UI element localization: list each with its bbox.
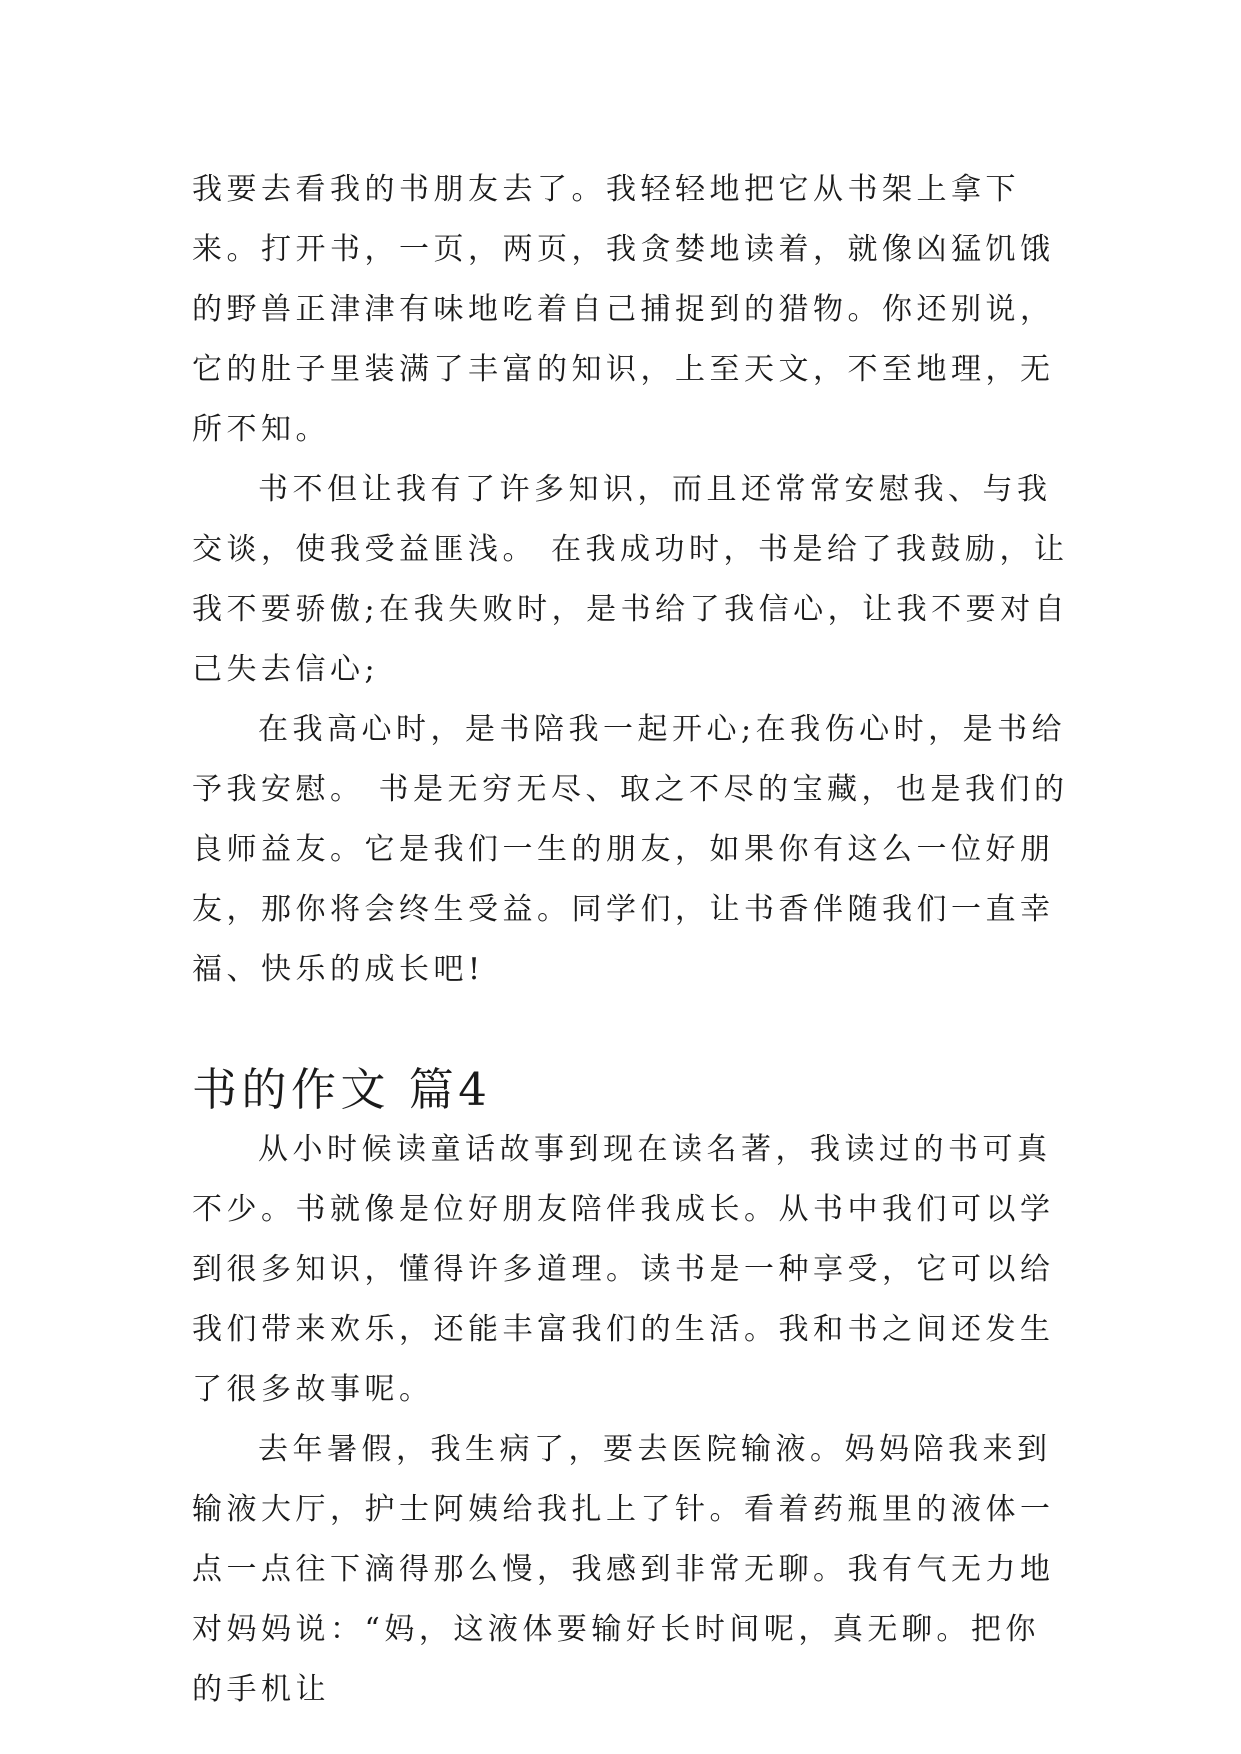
section-heading: 书的作文 篇4: [192, 1063, 492, 1116]
paragraph-4: 从小时候读童话故事到现在读名著，我读过的书可真不少。书就像是位好朋友陪伴我成长。从书中我们可以学到很多知识，懂得许多道理。读书是一种享受，它可以给我们带来欢乐，还能丰富我们的生活。我和书之间还发生了很多故事呢。: [192, 1132, 1055, 1407]
paragraph-2: 书不但让我有了许多知识，而且还常常安慰我、与我交谈，使我受益匪浅。 在我成功时，书是给了我鼓励，让我不要骄傲;在我失败时，是书给了我信心，让我不要对自己失去信心;: [192, 472, 1070, 687]
paragraph-1: 我要去看我的书朋友去了。我轻轻地把它从书架上拿下来。打开书，一页，两页，我贪婪地读着，就像凶猛饥饿的野兽正津津有味地吃着自己捕捉到的猎物。你还别说，它的肚子里装满了丰富的知识，上至天文，不至地理，无所不知。: [192, 172, 1055, 447]
paragraph-3: 在我高心时，是书陪我一起开心;在我伤心时，是书给予我安慰。 书是无穷无尽、取之不尽的宝藏，也是我们的良师益友。它是我们一生的朋友，如果你有这么一位好朋友，那你将会终生受益。同学们，让书香伴随我们一直幸福、快乐的成长吧!: [192, 712, 1069, 987]
document-body: [192, 160, 1072, 1720]
paragraph-5: 去年暑假，我生病了，要去医院输液。妈妈陪我来到输液大厅，护士阿姨给我扎上了针。看着药瓶里的液体一点一点往下滴得那么慢，我感到非常无聊。我有气无力地对妈妈说：“妈，这液体要输好长时间呢，真无聊。把你的手机让: [192, 1432, 1055, 1707]
section-spacer: [192, 1000, 1072, 1060]
